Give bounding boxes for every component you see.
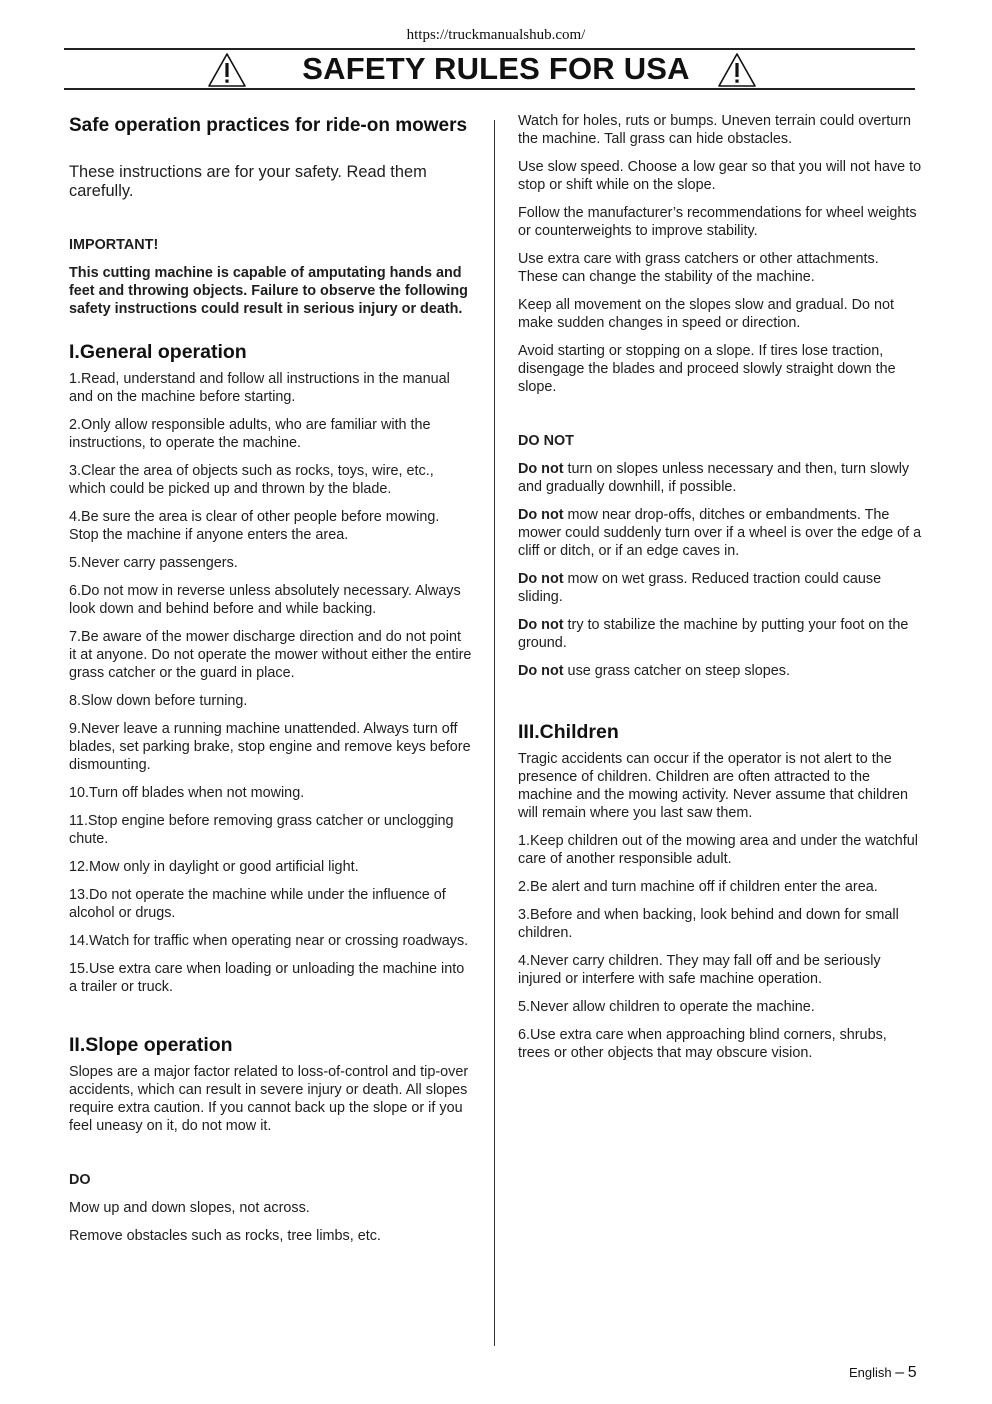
page-title: SAFETY RULES FOR USA: [302, 51, 690, 86]
list-item: 2.Be alert and turn machine off if children enter the area.: [518, 879, 878, 895]
list-item: Avoid starting or stopping on a slope. If tires lose traction, disengage the blades and proceed slowly straight down the slope.: [518, 343, 896, 395]
do-not-lead: Do not: [518, 617, 564, 633]
list-item: Use extra care with grass catchers or other attachments. These can change the stability of the machine.: [518, 251, 879, 285]
list-item: 3.Before and when backing, look behind and down for small children.: [518, 907, 899, 941]
list-item: [518, 616, 922, 652]
list-item: 1.Read, understand and follow all instructions in the manual and on the machine before starting.: [69, 371, 450, 405]
list-item: 10.Turn off blades when not mowing.: [69, 785, 305, 801]
list-item: 14.Watch for traffic when operating near or crossing roadways.: [69, 933, 469, 949]
important-label: IMPORTANT!: [69, 237, 159, 253]
right-column: [518, 112, 922, 1072]
page-footer: [849, 1364, 917, 1382]
do-not-lead: Do not: [518, 663, 564, 679]
children-intro: Tragic accidents can occur if the operator is not alert to the presence of children. Children are often attracted to the machine and the mowing activity. Never assume that children will remain where you last saw them.: [518, 751, 909, 821]
general-operation-heading: I.General operation: [69, 341, 247, 363]
do-not-text: mow near drop-offs, ditches or embandments. The mower could suddenly turn over if a wheel is over the edge of a cliff or ditch, or if an edge caves in.: [518, 507, 922, 559]
list-item: Watch for holes, ruts or bumps. Uneven terrain could overturn the machine. Tall grass can hide obstacles.: [518, 113, 911, 147]
list-item: Keep all movement on the slopes slow and gradual. Do not make sudden changes in speed or direction.: [518, 297, 894, 331]
list-item: [518, 460, 922, 496]
list-item: Mow up and down slopes, not across.: [69, 1200, 310, 1216]
list-item: 5.Never allow children to operate the machine.: [518, 999, 815, 1015]
section-subtitle: Safe operation practices for ride-on mowers: [69, 115, 468, 136]
list-item: [518, 506, 922, 560]
list-item: Remove obstacles such as rocks, tree limbs, etc.: [69, 1228, 381, 1244]
left-column: [69, 112, 472, 1255]
slope-intro: Slopes are a major factor related to loss-of-control and tip-over accidents, which can result in severe injury or death. All slopes require extra caution. If you cannot back up the slope or if you feel uneasy on it, do not mow it.: [69, 1064, 469, 1134]
do-not-lead: Do not: [518, 461, 564, 477]
list-item: 4.Be sure the area is clear of other people before mowing. Stop the machine if anyone enters the area.: [69, 509, 440, 543]
list-item: 5.Never carry passengers.: [69, 555, 238, 571]
list-item: 4.Never carry children. They may fall off and be seriously injured or interfere with safe machine operation.: [518, 953, 881, 987]
column-divider: [494, 120, 495, 1346]
list-item: 9.Never leave a running machine unattended. Always turn off blades, set parking brake, stop engine and remove keys before dismounting.: [69, 721, 471, 773]
intro-paragraph: These instructions are for your safety. Read them carefully.: [69, 163, 427, 200]
list-item: 11.Stop engine before removing grass catcher or unclogging chute.: [69, 813, 454, 847]
do-not-text: turn on slopes unless necessary and then, turn slowly and gradually downhill, if possible.: [518, 461, 910, 495]
list-item: 7.Be aware of the mower discharge direction and do not point it at anyone. Do not operate the mower without either the entire grass catcher or the guard in place.: [69, 629, 472, 681]
list-item: 13.Do not operate the machine while under the influence of alcohol or drugs.: [69, 887, 446, 921]
important-warning: This cutting machine is capable of amputating hands and feet and throwing objects. Failure to observe the following safety instructions could result in serious injury or death.: [69, 265, 468, 317]
list-item: Use slow speed. Choose a low gear so that you will not have to stop or shift while on the slope.: [518, 159, 922, 193]
footer-language: English: [849, 1365, 892, 1380]
list-item: [518, 662, 922, 680]
list-item: 8.Slow down before turning.: [69, 693, 248, 709]
list-item: 2.Only allow responsible adults, who are familiar with the instructions, to operate the machine.: [69, 417, 431, 451]
list-item: Follow the manufacturer’s recommendations for wheel weights or counterweights to improve stability.: [518, 205, 917, 239]
footer-dash: –: [895, 1364, 905, 1381]
do-not-label: DO NOT: [518, 433, 574, 449]
do-label: DO: [69, 1172, 91, 1188]
list-item: 15.Use extra care when loading or unloading the machine into a trailer or truck.: [69, 961, 465, 995]
do-not-text: mow on wet grass. Reduced traction could cause sliding.: [518, 571, 882, 605]
list-item: 1.Keep children out of the mowing area and under the watchful care of another responsible adult.: [518, 833, 919, 867]
children-heading: III.Children: [518, 721, 619, 743]
header-rule-bottom: [64, 88, 915, 90]
list-item: [518, 570, 922, 606]
warning-triangle-icon: [717, 52, 757, 88]
do-not-lead: Do not: [518, 507, 564, 523]
do-not-text: try to stabilize the machine by putting your foot on the ground.: [518, 617, 909, 651]
page-number: 5: [907, 1364, 917, 1381]
list-item: 3.Clear the area of objects such as rocks, toys, wire, etc., which could be picked up and thrown by the blade.: [69, 463, 434, 497]
list-item: 12.Mow only in daylight or good artificial light.: [69, 859, 359, 875]
do-not-text: use grass catcher on steep slopes.: [563, 663, 790, 679]
general-operation-list: [69, 370, 472, 996]
list-item: 6.Do not mow in reverse unless absolutely necessary. Always look down and behind before and while backing.: [69, 583, 461, 617]
slope-operation-heading: II.Slope operation: [69, 1034, 233, 1056]
do-not-lead: Do not: [518, 571, 564, 587]
source-url: https://truckmanualshub.com/: [406, 27, 586, 43]
list-item: 6.Use extra care when approaching blind corners, shrubs, trees or other objects that may obscure vision.: [518, 1027, 887, 1061]
